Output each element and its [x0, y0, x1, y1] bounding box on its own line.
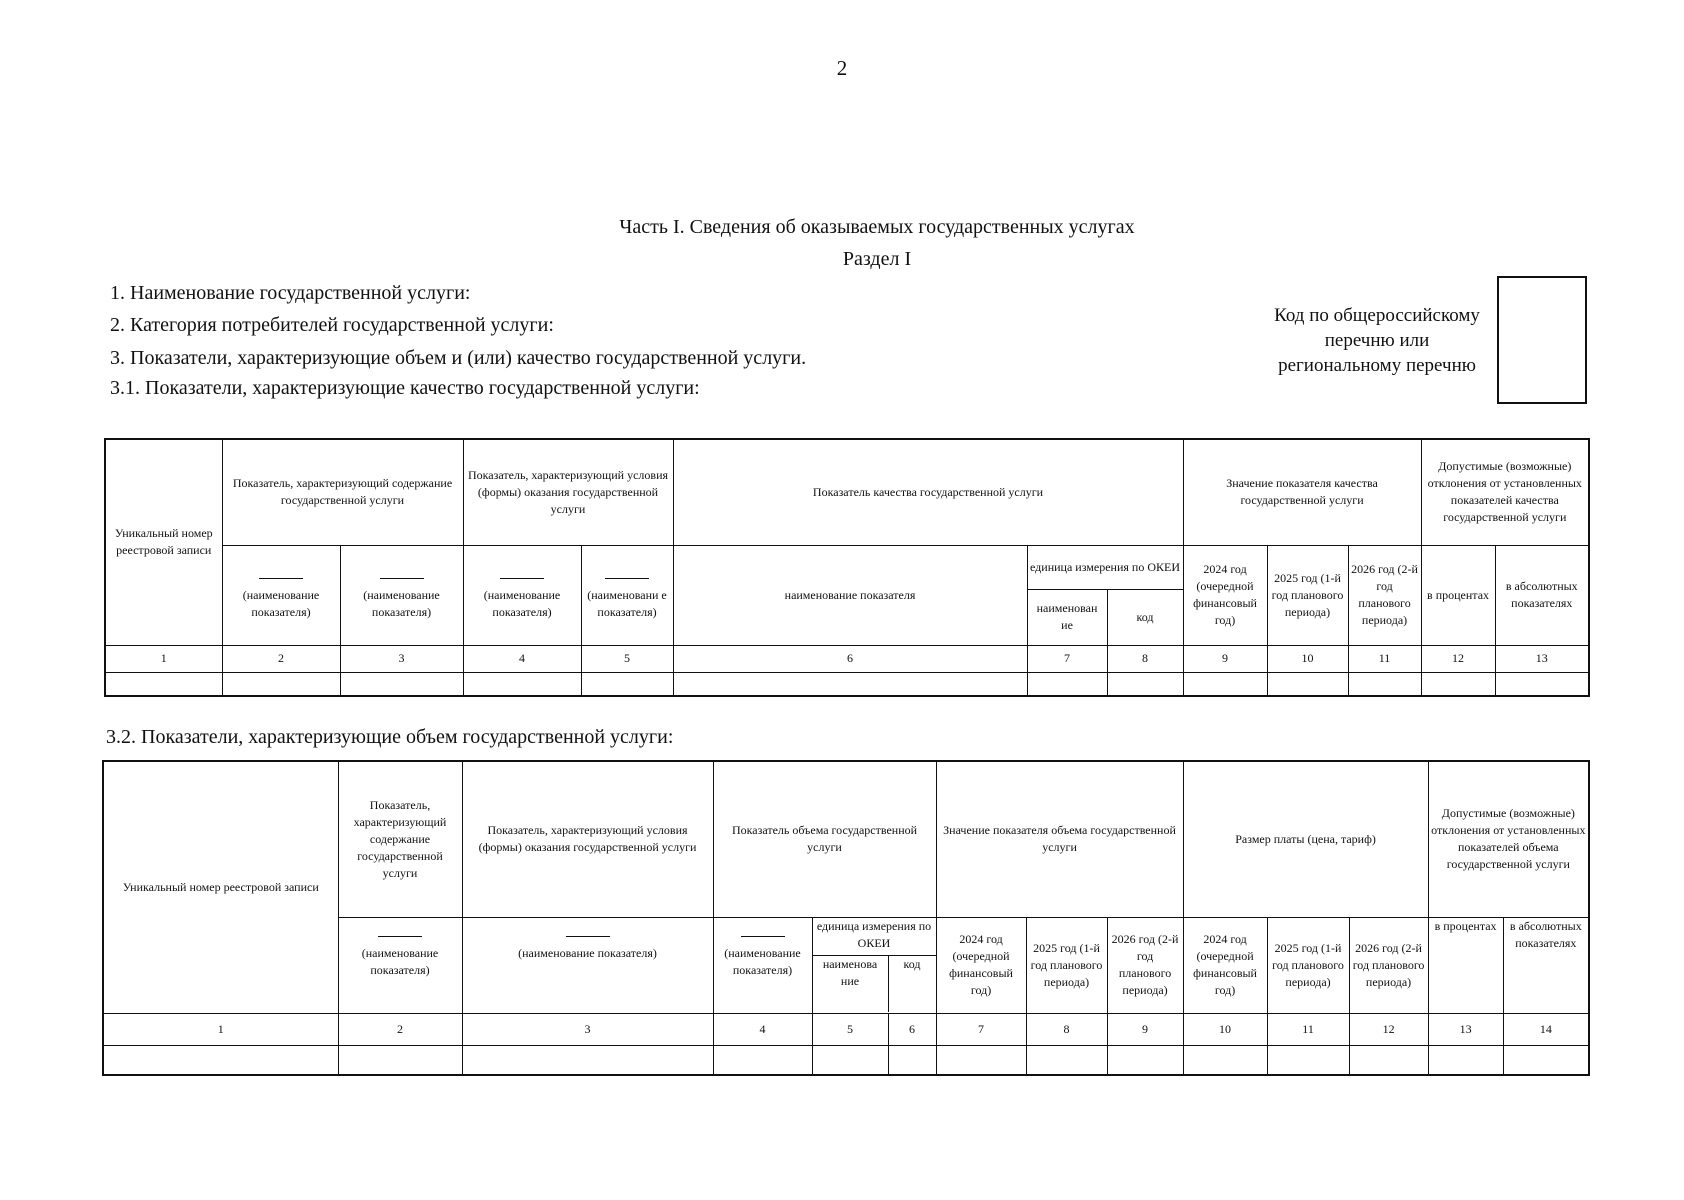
volume-indicators-table: [102, 760, 1590, 1076]
t1-cell[interactable]: [105, 672, 222, 696]
t2-content-header: Показатель, характеризующий содержание государственной услуги: [338, 761, 462, 917]
t1-column-numbers-row: [105, 645, 1589, 672]
t2-deviation-header: Допустимые (возможные) отклонения от установленных показателей объема государственной услуги: [1428, 761, 1589, 917]
t1-content-ind-2: [340, 545, 463, 645]
t1-year-2024-header: 2024 год (очередной финансовый год): [1183, 545, 1267, 645]
t2-cell[interactable]: [1428, 1045, 1503, 1075]
t2-unit-header: единица измерения по ОКЕИ: [813, 918, 936, 956]
t1-absolute-header: в абсолютных показателях: [1495, 545, 1589, 645]
t1-unit-header: единица измерения по ОКЕИ: [1027, 545, 1183, 589]
t2-value-2024-header: 2024 год (очередной финансовый год): [936, 917, 1026, 1013]
t2-conditions-header: Показатель, характеризующий условия (формы) оказания государственной услуги: [462, 761, 713, 917]
t1-quality-header: Показатель качества государственной услуги: [673, 439, 1183, 545]
t1-cell[interactable]: [1107, 672, 1183, 696]
t2-fee-header: Размер платы (цена, тариф): [1183, 761, 1428, 917]
t2-unit-code-header: код: [903, 956, 921, 971]
t2-unit-name-header: наименова ние: [813, 956, 889, 1012]
code-box-label-line-1: Код по общероссийскому: [1274, 305, 1480, 326]
t2-data-row: [103, 1045, 1589, 1075]
t1-col-num: 6: [673, 645, 1027, 672]
t1-year-2025-header: 2025 год (1-й год планового периода): [1267, 545, 1348, 645]
t2-col-num: 2: [338, 1013, 462, 1045]
t1-col-num: 8: [1107, 645, 1183, 672]
section-title: Раздел I: [842, 248, 912, 270]
t1-cell[interactable]: [581, 672, 673, 696]
t1-cell[interactable]: [1495, 672, 1589, 696]
t1-cell[interactable]: [1267, 672, 1348, 696]
t1-col-num: 11: [1348, 645, 1421, 672]
t1-col-num: 2: [222, 645, 340, 672]
t1-col-num: 9: [1183, 645, 1267, 672]
item-quality-indicators: 3.1. Показатели, характеризующие качество государственной услуги:: [110, 377, 700, 399]
t2-col-num: 4: [713, 1013, 812, 1045]
code-box-label: [1262, 303, 1492, 378]
t1-registry-header: Уникальный номер реестровой записи: [105, 439, 222, 645]
code-box-label-line-2: перечню или: [1324, 330, 1430, 351]
t2-volume-ind: [713, 917, 812, 1013]
t1-col-num: 13: [1495, 645, 1589, 672]
t2-col-num: 14: [1503, 1013, 1589, 1045]
t1-conditions-ind-2: [581, 545, 673, 645]
t1-conditions-ind-2-label: (наименовани е показателя): [587, 587, 667, 619]
t2-col-num: 5: [812, 1013, 888, 1045]
t1-year-2026-header: 2026 год (2-й год планового периода): [1348, 545, 1421, 645]
t2-percent-header: в процентах: [1428, 917, 1503, 1013]
t1-cell[interactable]: [1027, 672, 1107, 696]
t2-cell[interactable]: [888, 1045, 936, 1075]
t1-conditions-ind-1-label: (наименование показателя): [483, 587, 561, 619]
t2-col-num: 8: [1026, 1013, 1107, 1045]
t2-col-num: 12: [1349, 1013, 1428, 1045]
t2-volume-ind-label: (наименование показателя): [724, 945, 801, 977]
t1-content-ind-1-label: (наименование показателя): [242, 587, 320, 619]
t2-cell[interactable]: [936, 1045, 1026, 1075]
t1-cell[interactable]: [673, 672, 1027, 696]
t2-col-num: 9: [1107, 1013, 1183, 1045]
item-consumer-category: 2. Категория потребителей государственной услуги:: [110, 314, 554, 336]
t1-col-num: 10: [1267, 645, 1348, 672]
t2-cell[interactable]: [1107, 1045, 1183, 1075]
t1-percent-header: в процентах: [1421, 545, 1495, 645]
t1-content-ind-1: [222, 545, 340, 645]
t1-col-num: 5: [581, 645, 673, 672]
t2-cell[interactable]: [812, 1045, 888, 1075]
t1-content-header: Показатель, характеризующий содержание государственной услуги: [222, 439, 463, 545]
t2-col-num: 7: [936, 1013, 1026, 1045]
t2-value-2025-header: 2025 год (1-й год планового периода): [1026, 917, 1107, 1013]
t2-col-num: 6: [888, 1013, 936, 1045]
t2-registry-header: Уникальный номер реестровой записи: [103, 761, 338, 1013]
t1-cell[interactable]: [1183, 672, 1267, 696]
t2-content-ind-label: (наименование показателя): [361, 945, 439, 977]
t1-col-num: 12: [1421, 645, 1495, 672]
t2-fee-2025-header: 2025 год (1-й год планового периода): [1267, 917, 1349, 1013]
t2-cell[interactable]: [1267, 1045, 1349, 1075]
t2-volume-header: Показатель объема государственной услуги: [713, 761, 936, 917]
t1-cell[interactable]: [340, 672, 463, 696]
t2-content-ind: [338, 917, 462, 1013]
t1-col-num: 1: [105, 645, 222, 672]
t2-fee-2026-header: 2026 год (2-й год планового периода): [1349, 917, 1428, 1013]
t2-cell[interactable]: [462, 1045, 713, 1075]
t2-col-num: 13: [1428, 1013, 1503, 1045]
t2-column-numbers-row: [103, 1013, 1589, 1045]
t2-cell[interactable]: [1183, 1045, 1267, 1075]
item-indicators: 3. Показатели, характеризующие объем и (или) качество государственной услуги.: [110, 347, 807, 369]
t1-cell[interactable]: [1348, 672, 1421, 696]
t2-conditions-ind-label: (наименование показателя): [518, 945, 657, 960]
t1-indicator-name-header: наименование показателя: [673, 545, 1027, 645]
t1-cell[interactable]: [1421, 672, 1495, 696]
t2-conditions-ind: [462, 917, 713, 1013]
t2-col-num: 3: [462, 1013, 713, 1045]
t2-cell[interactable]: [1503, 1045, 1589, 1075]
t1-col-num: 7: [1027, 645, 1107, 672]
t2-cell[interactable]: [1349, 1045, 1428, 1075]
t1-deviation-header: Допустимые (возможные) отклонения от установленных показателей качества государственной услуги: [1421, 439, 1589, 545]
t1-unit-code-header: код: [1107, 589, 1183, 645]
t2-cell[interactable]: [1026, 1045, 1107, 1075]
t1-content-ind-2-label: (наименование показателя): [363, 587, 440, 619]
item-service-name: 1. Наименование государственной услуги:: [110, 282, 471, 304]
t2-value-2026-header: 2026 год (2-й год планового периода): [1107, 917, 1183, 1013]
t1-data-row: [105, 672, 1589, 696]
t1-unit-name-header: наименован ие: [1027, 589, 1107, 645]
t2-cell[interactable]: [713, 1045, 812, 1075]
t2-absolute-header: в абсолютных показателях: [1503, 917, 1589, 1013]
part-title: Часть I. Сведения об оказываемых государственных услугах: [619, 216, 1135, 238]
page-number: 2: [836, 56, 848, 80]
t2-col-num: 1: [103, 1013, 338, 1045]
t2-unit-block: [812, 917, 936, 1013]
quality-indicators-table: [104, 438, 1590, 697]
code-input-box[interactable]: [1497, 276, 1587, 404]
t1-conditions-ind-1: [463, 545, 581, 645]
t2-fee-2024-header: 2024 год (очередной финансовый год): [1183, 917, 1267, 1013]
item-volume-indicators: 3.2. Показатели, характеризующие объем государственной услуги:: [106, 726, 674, 748]
code-box-label-line-3: региональному перечню: [1278, 355, 1476, 376]
t2-cell[interactable]: [338, 1045, 462, 1075]
t1-col-num: 4: [463, 645, 581, 672]
t1-value-header: Значение показателя качества государственной услуги: [1183, 439, 1421, 545]
t2-col-num: 10: [1183, 1013, 1267, 1045]
t2-col-num: 11: [1267, 1013, 1349, 1045]
t1-cell[interactable]: [222, 672, 340, 696]
t1-conditions-header: Показатель, характеризующий условия (формы) оказания государственной услуги: [463, 439, 673, 545]
t1-col-num: 3: [340, 645, 463, 672]
t1-cell[interactable]: [463, 672, 581, 696]
t2-cell[interactable]: [103, 1045, 338, 1075]
t2-value-header: Значение показателя объема государственной услуги: [936, 761, 1183, 917]
